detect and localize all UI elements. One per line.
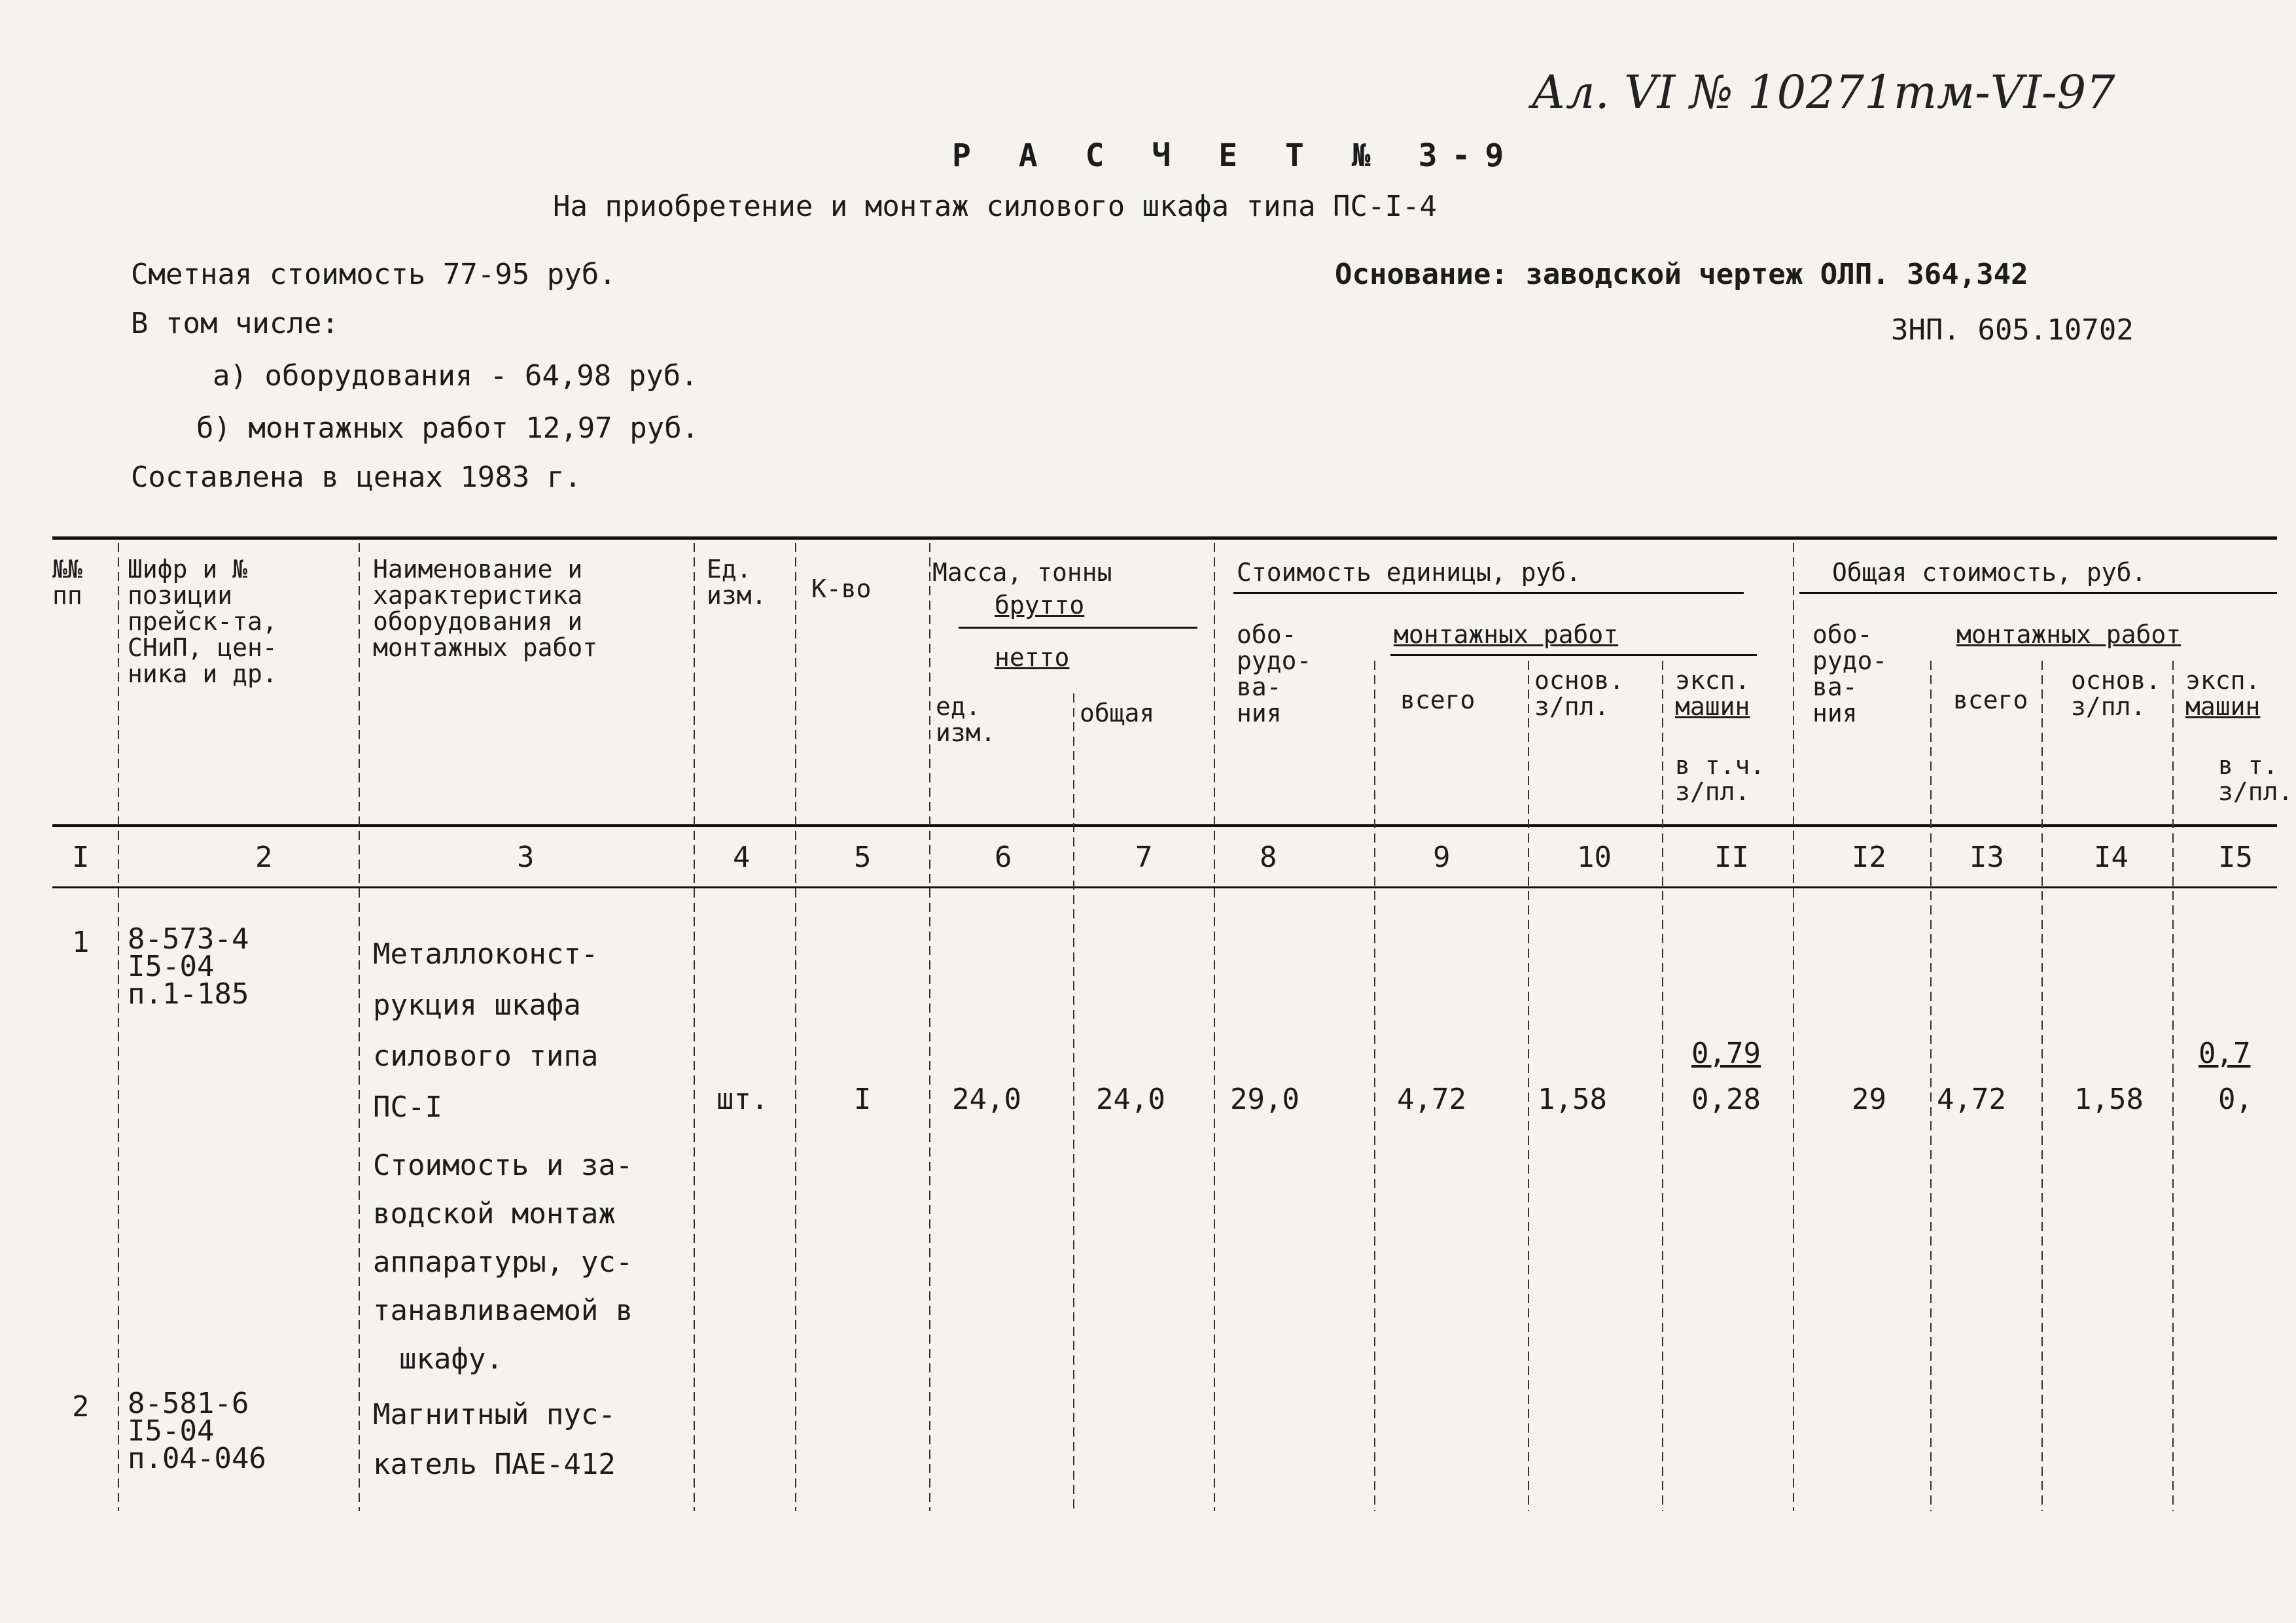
header-total-mach-wage: в т. з/пл. — [2218, 751, 2293, 806]
works-cost: б) монтажных работ 12,97 руб. — [196, 411, 699, 445]
col-divider-9 — [1528, 661, 1529, 1511]
row-description-line: Магнитный пус- — [373, 1398, 616, 1431]
col-divider-12 — [1930, 661, 1932, 1511]
header-name: Наименование и характеристика оборудования и монтажных работ — [373, 555, 598, 662]
header-quantity: К-во — [811, 574, 872, 603]
prices-year: Составлена в ценах 1983 г. — [131, 461, 582, 494]
header-unit-mach-wage: в т.ч. з/пл. — [1675, 751, 1765, 806]
row-code-line: п.04-046 — [128, 1442, 266, 1475]
col-divider-8 — [1374, 661, 1375, 1511]
brutto-netto-divider — [959, 627, 1197, 629]
row-total-all: 4,72 — [1937, 1083, 2006, 1116]
header-mass: Масса, тонны — [932, 558, 1112, 587]
header-netto: нетто — [995, 643, 1070, 672]
row-unit: шт. — [716, 1083, 769, 1116]
colnum-6: 6 — [995, 841, 1012, 874]
colnum-14: I4 — [2094, 841, 2128, 874]
page-subtitle: На приобретение и монтаж силового шкафа типа ПС-I-4 — [553, 190, 1438, 223]
header-unit: Ед. изм. — [707, 555, 767, 610]
row-quantity: I — [854, 1083, 872, 1116]
header-total-equipment: обо- рудо- ва- ния — [1812, 620, 1888, 727]
colnum-7: 7 — [1135, 841, 1153, 874]
colnum-11: II — [1714, 841, 1749, 874]
row-description — [373, 1390, 616, 1490]
basis-drawing: Основание: заводской чертеж ОЛП. 364,342 — [1335, 258, 2028, 291]
row-note-line: шкафу. — [399, 1342, 503, 1376]
col-divider-6 — [1073, 693, 1074, 1511]
document-stamp: Ал. VI № 10271тм-VI-97 — [1531, 65, 2115, 119]
col-divider-7 — [1214, 543, 1215, 1511]
col-divider-1 — [118, 543, 119, 1511]
row-description — [373, 929, 598, 1133]
header-mont-works: монтажных работ — [1394, 620, 1619, 649]
header-total-base-wage: основ. з/пл. — [2071, 666, 2161, 721]
colnum-15: I5 — [2218, 841, 2253, 874]
row-code-line: I5-04 — [128, 1414, 215, 1448]
col-divider-11 — [1793, 543, 1794, 1511]
header-total-mach-2: машин — [2185, 692, 2261, 721]
row-code — [128, 1387, 266, 1475]
row-mass-total: 24,0 — [1096, 1083, 1165, 1116]
row-unit-base-wage: 1,58 — [1538, 1083, 1607, 1116]
col-divider-4 — [795, 543, 796, 1511]
header-mass-total: общая — [1080, 699, 1155, 727]
header-total-mach: эксп. — [2185, 666, 2261, 695]
header-total-mont-works: монтажных работ — [1956, 620, 2181, 649]
colnum-1: I — [72, 841, 90, 874]
row-code-line: 8-573-4 — [128, 922, 249, 956]
equipment-cost: а) оборудования - 64,98 руб. — [213, 359, 698, 393]
row-description-line: силового типа — [373, 1039, 599, 1073]
table-top-border — [52, 536, 2277, 540]
header-code: Шифр и № позиции прейск-та, СНиП, цен- ника и др. — [128, 555, 277, 688]
row-code-line: I5-04 — [128, 950, 215, 983]
basis-drawing-2: ЗНП. 605.10702 — [1891, 313, 2134, 347]
header-unit-cost: Стоимость единицы, руб. — [1237, 558, 1581, 587]
row-unit-equipment: 29,0 — [1230, 1083, 1299, 1116]
colnum-12: I2 — [1852, 841, 1886, 874]
header-mass-unit: ед. изм. — [936, 692, 996, 747]
header-total-all: всего — [1953, 686, 2028, 714]
row-note — [373, 1142, 633, 1384]
colnum-4: 4 — [733, 841, 751, 874]
header-unit-mach: эксп. — [1675, 666, 1750, 695]
header-total-cost: Общая стоимость, руб. — [1832, 558, 2147, 587]
col-divider-2 — [359, 543, 360, 1511]
row-note-line: водской монтаж — [373, 1197, 616, 1230]
row-note-line: Стоимость и за- — [373, 1149, 633, 1182]
row-description-line: рукция шкафа — [373, 988, 581, 1022]
including-label: В том числе: — [131, 307, 339, 340]
row-total-mach: 0,7 — [2199, 1037, 2251, 1070]
row-description-line: катель ПАЕ-412 — [373, 1448, 616, 1481]
colnum-3: 3 — [517, 841, 535, 874]
row-total-equipment: 29 — [1852, 1083, 1886, 1116]
row-code-line: 8-581-6 — [128, 1387, 249, 1420]
col-divider-5 — [929, 543, 930, 1511]
row-unit-mach-wage: 0,28 — [1691, 1083, 1761, 1116]
colnum-5: 5 — [854, 841, 872, 874]
mont-underline — [1390, 654, 1757, 656]
header-unit-equipment: обо- рудо- ва- ния — [1237, 620, 1312, 727]
colnum-2: 2 — [255, 841, 273, 874]
header-unit-all: всего — [1400, 686, 1475, 714]
table-header-border — [52, 824, 2277, 827]
row-number: 1 — [72, 926, 90, 959]
table-colnum-border — [52, 886, 2277, 888]
header-unit-base-wage: основ. з/пл. — [1534, 666, 1625, 721]
colnum-9: 9 — [1433, 841, 1451, 874]
colnum-10: 10 — [1577, 841, 1612, 874]
row-note-line: танавливаемой в — [373, 1294, 633, 1327]
row-number: 2 — [72, 1390, 90, 1423]
page-title: Р А С Ч Е Т № 3-9 — [952, 137, 1519, 174]
col-divider-14 — [2172, 661, 2174, 1511]
row-code-line: п.1-185 — [128, 977, 249, 1011]
col-divider-3 — [694, 543, 695, 1511]
estimated-cost: Сметная стоимость 77-95 руб. — [131, 258, 616, 291]
col-divider-13 — [2041, 661, 2043, 1511]
total-cost-underline — [1799, 592, 2277, 594]
unit-cost-underline — [1233, 592, 1744, 594]
row-note-line: аппаратуры, ус- — [373, 1246, 633, 1279]
row-unit-mach: 0,79 — [1691, 1037, 1761, 1070]
row-unit-all: 4,72 — [1397, 1083, 1466, 1116]
header-unit-mach-2: машин — [1675, 692, 1750, 721]
col-divider-10 — [1662, 661, 1663, 1511]
row-total-mach-wage: 0, — [2218, 1083, 2253, 1116]
row-code — [128, 922, 249, 1011]
row-description-line: Металлоконст- — [373, 937, 599, 971]
header-brutto: брутто — [995, 591, 1085, 620]
row-total-base-wage: 1,58 — [2074, 1083, 2144, 1116]
row-description-line: ПС-I — [373, 1091, 442, 1124]
row-mass-unit: 24,0 — [952, 1083, 1021, 1116]
colnum-13: I3 — [1969, 841, 2004, 874]
header-number: №№ пп — [52, 555, 82, 610]
colnum-8: 8 — [1260, 841, 1277, 874]
